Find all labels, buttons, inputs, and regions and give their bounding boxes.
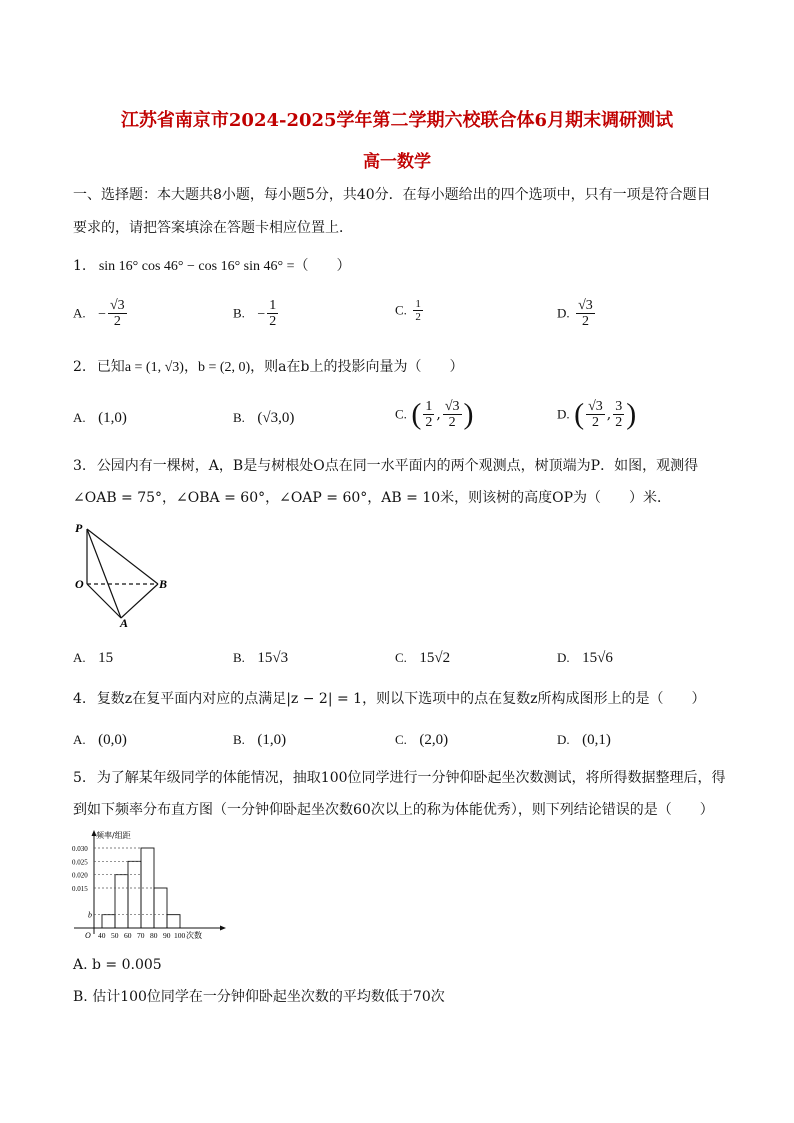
q5-option-b[interactable]: B. 估计100位同学在一分钟仰卧起坐次数的平均数低于70次 xyxy=(73,989,445,1005)
x-tick-label: 80 xyxy=(150,931,158,940)
q4-option-d[interactable]: D. (0,1) xyxy=(557,732,611,748)
x-tick-label: 60 xyxy=(124,931,132,940)
histogram-bar xyxy=(154,888,167,928)
figure-label-p: P xyxy=(75,521,83,535)
q1-number: 1. xyxy=(73,258,87,274)
q2-vector-b: b = (2, 0) xyxy=(197,360,251,375)
q4-option-c[interactable]: C. (2,0) xyxy=(395,732,449,748)
q5-histogram xyxy=(70,828,230,946)
y-tick-label: 0.020 xyxy=(72,871,88,880)
q3-line1: 3. 公园内有一棵树，A，B是与树根处O点在同一水平面内的两个观测点，树顶端为P．如图，观测得 xyxy=(73,458,699,474)
y-tick-label: 0.030 xyxy=(72,845,88,853)
section-intro-line2: 要求的，请把答案填涂在答题卡相应位置上． xyxy=(73,220,353,236)
x-tick-label: 50 xyxy=(111,931,119,940)
x-tick-label: 90 xyxy=(163,931,171,940)
figure-label-o: O xyxy=(75,577,84,591)
x-tick-label: 100 xyxy=(174,931,186,940)
q5-line2: 到如下频率分布直方图（一分钟仰卧起坐次数60次以上的称为体能优秀），则下列结论错误的是（ ） xyxy=(73,802,714,818)
histogram-bar xyxy=(167,915,180,928)
q5-option-a[interactable]: A. b = 0.005 xyxy=(73,957,162,973)
q4-option-a[interactable]: A. (0,0) xyxy=(73,732,127,748)
q2-option-a[interactable]: A. (1,0) xyxy=(73,410,127,426)
q3-option-d[interactable]: D. 15√6 xyxy=(557,650,613,666)
q3-option-c[interactable]: C. 15√2 xyxy=(395,650,451,666)
q1-option-c[interactable]: C. $\frac{1}{2}$ xyxy=(395,298,421,323)
q1-option-d[interactable]: D. $\frac{√3}{2}$ xyxy=(557,298,593,329)
figure-label-a: A xyxy=(120,616,129,630)
origin-label: O xyxy=(85,931,91,940)
y-tick-label: 0.015 xyxy=(72,885,88,893)
y-axis-label: 频率/组距 xyxy=(96,831,131,840)
x-tick-label: 40 xyxy=(98,931,106,940)
histogram-bar xyxy=(128,861,141,928)
y-tick-label: b xyxy=(88,910,92,920)
q2-vector-a: a = (1, √3) xyxy=(124,360,184,375)
q3-tree-figure xyxy=(70,515,180,630)
q1-expression: sin 16° cos 46° − cos 16° sin 46° =（ ） xyxy=(98,259,351,274)
q2-option-c[interactable]: C. ( $\frac{1}{2}$ , $\frac{√3}{2}$ ) xyxy=(395,397,474,431)
section-intro-line1: 一、选择题：本大题共8小题，每小题5分，共40分．在每小题给出的四个选项中，只有一项是符合题目 xyxy=(73,187,711,203)
y-tick-label: 0.025 xyxy=(72,858,88,867)
page-title: 江苏省南京市2024-2025学年第二学期六校联合体6月期末调研测试 xyxy=(120,110,674,131)
q4-stem: 4. 复数z在复平面内对应的点满足|z − 2| = 1，则以下选项中的点在复数z所构成图形上的是（ ） xyxy=(73,691,706,707)
q3-option-a[interactable]: A. 15 xyxy=(73,650,114,666)
q1-stem xyxy=(73,256,351,277)
q3-option-b[interactable]: B. 15√3 xyxy=(233,650,289,666)
q1-option-b[interactable]: B. − $\frac{1}{2}$ xyxy=(233,298,277,329)
q2-option-b[interactable]: B. (√3,0) xyxy=(233,410,295,426)
q4-option-b[interactable]: B. (1,0) xyxy=(233,732,287,748)
q3-line2: ∠OAB = 75°，∠OBA = 60°，∠OAP = 60°，AB = 10米，则该树的高度OP为（ ）米． xyxy=(73,490,672,506)
histogram-bar xyxy=(102,915,115,928)
histogram-bar xyxy=(115,875,128,928)
x-axis-arrow xyxy=(220,926,226,931)
x-axis-label: 次数 xyxy=(186,931,202,940)
q1-option-a[interactable]: A. − $\frac{√3}{2}$ xyxy=(73,298,125,329)
x-tick-label: 70 xyxy=(137,931,145,940)
q5-line1: 5. 为了解某年级同学的体能情况，抽取100位同学进行一分钟仰卧起坐次数测试，将所得数据整理后，得 xyxy=(73,770,726,786)
q2-option-d[interactable]: D. ( $\frac{√3}{2}$ , $\frac{3}{2}$ ) xyxy=(557,397,637,431)
page-subtitle: 高一数学 xyxy=(363,152,431,172)
figure-label-b: B xyxy=(159,577,168,591)
q2-stem: 2. 已知a = (1, √3)，b = (2, 0)，则a在b上的投影向量为（ ） xyxy=(73,359,464,375)
